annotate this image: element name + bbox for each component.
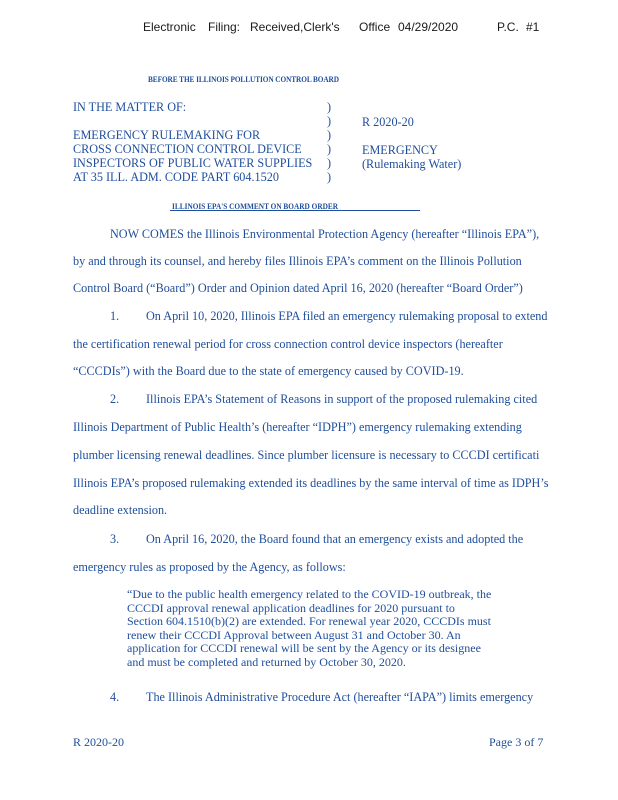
paragraph-line: plumber licensing renewal deadlines. Since plumber licensure is necessary to CCCDI certificati (73, 448, 540, 462)
header-filing: Filing: (208, 20, 241, 34)
header-office: Office (359, 20, 391, 34)
comment-title: ILLINOIS EPA'S COMMENT ON BOARD ORDER (172, 201, 339, 211)
paragraph-line: emergency rules as proposed by the Agency, as follows: (73, 560, 346, 574)
paragraph-line: Illinois EPA’s proposed rulemaking extended its deadlines by the same interval of time as IDPH’s (73, 476, 549, 490)
caption-rulemaking-type: (Rulemaking Water) (362, 157, 462, 171)
quote-line: Section 604.1510(b)(2) are extended. For renewal year 2020, CCCDIs must (127, 614, 491, 628)
docket-number: R 2020-20 (362, 115, 414, 129)
quote-line: renew their CCCDI Approval between August 31 and October 30. An (127, 627, 461, 642)
caption-paren: ) (327, 170, 332, 184)
paragraph-line: On April 10, 2020, Illinois EPA filed an emergency rulemaking proposal to extend (146, 309, 548, 323)
title-underline (170, 210, 420, 211)
paragraph-line: NOW COMES the Illinois Environmental Protection Agency (hereafter “Illinois EPA”), (110, 227, 540, 241)
caption-paren: ) (327, 100, 332, 114)
header-received: Received,Clerk's (250, 20, 340, 34)
caption-left (73, 100, 312, 184)
caption-line: IN THE MATTER OF: (73, 100, 187, 114)
header-date: 04/29/2020 (398, 20, 459, 34)
block-quote (127, 588, 491, 669)
quote-line: CCCDI approval renewal application deadlines for 2020 pursuant to (127, 600, 455, 615)
paragraph-number: 4. (110, 690, 120, 704)
caption-line: CROSS CONNECTION CONTROL DEVICE (73, 142, 302, 156)
paragraph-line: Illinois Department of Public Health’s (hereafter “IDPH”) emergency rulemaking extending (73, 420, 522, 434)
header-pc-number: #1 (526, 20, 540, 34)
caption-paren: ) (327, 114, 332, 128)
caption-paren: ) (327, 142, 332, 156)
paragraph-line: Control Board (“Board”) Order and Opinion dated April 16, 2020 (hereafter “Board Order”) (73, 281, 523, 295)
paragraph-line: The Illinois Administrative Procedure Act (hereafter “IAPA”) limits emergency (146, 690, 534, 704)
header-electronic: Electronic (143, 20, 196, 34)
board-title: BEFORE THE ILLINOIS POLLUTION CONTROL BOARD (148, 74, 339, 84)
quote-line: “Due to the public health emergency related to the COVID-19 outbreak, the (127, 587, 492, 601)
footer-page-number: Page 3 of 7 (489, 735, 544, 749)
caption-line (73, 114, 312, 128)
caption-line: INSPECTORS OF PUBLIC WATER SUPPLIES (73, 156, 313, 170)
paragraph-line: On April 16, 2020, the Board found that an emergency exists and adopted the (146, 532, 524, 546)
caption-line: AT 35 ILL. ADM. CODE PART 604.1520 (73, 170, 279, 184)
footer-docket: R 2020-20 (73, 735, 124, 749)
caption-paren: ) (327, 128, 332, 142)
caption-line: EMERGENCY RULEMAKING FOR (73, 128, 261, 142)
paragraph-number: 3. (110, 532, 120, 546)
caption-paren: ) (327, 156, 332, 170)
paragraph-line: the certification renewal period for cross connection control device inspectors (hereafter (73, 337, 503, 351)
caption-parens (327, 100, 331, 184)
paragraph-line: by and through its counsel, and hereby files Illinois EPA’s comment on the Illinois Pollution (73, 254, 522, 268)
header-pc: P.C. (497, 20, 519, 34)
paragraph-number: 1. (110, 309, 120, 323)
paragraph-line: “CCCDIs”) with the Board due to the state of emergency caused by COVID-19. (73, 364, 464, 378)
quote-line: application for CCCDI renewal will be sent by the Agency or its designee (127, 641, 481, 655)
quote-line: and must be completed and returned by October 30, 2020. (127, 654, 406, 669)
paragraph-line: deadline extension. (73, 503, 168, 517)
paragraph-line: Illinois EPA’s Statement of Reasons in support of the proposed rulemaking cited (146, 392, 538, 406)
paragraph-number: 2. (110, 392, 120, 406)
caption-emergency: EMERGENCY (362, 143, 438, 157)
